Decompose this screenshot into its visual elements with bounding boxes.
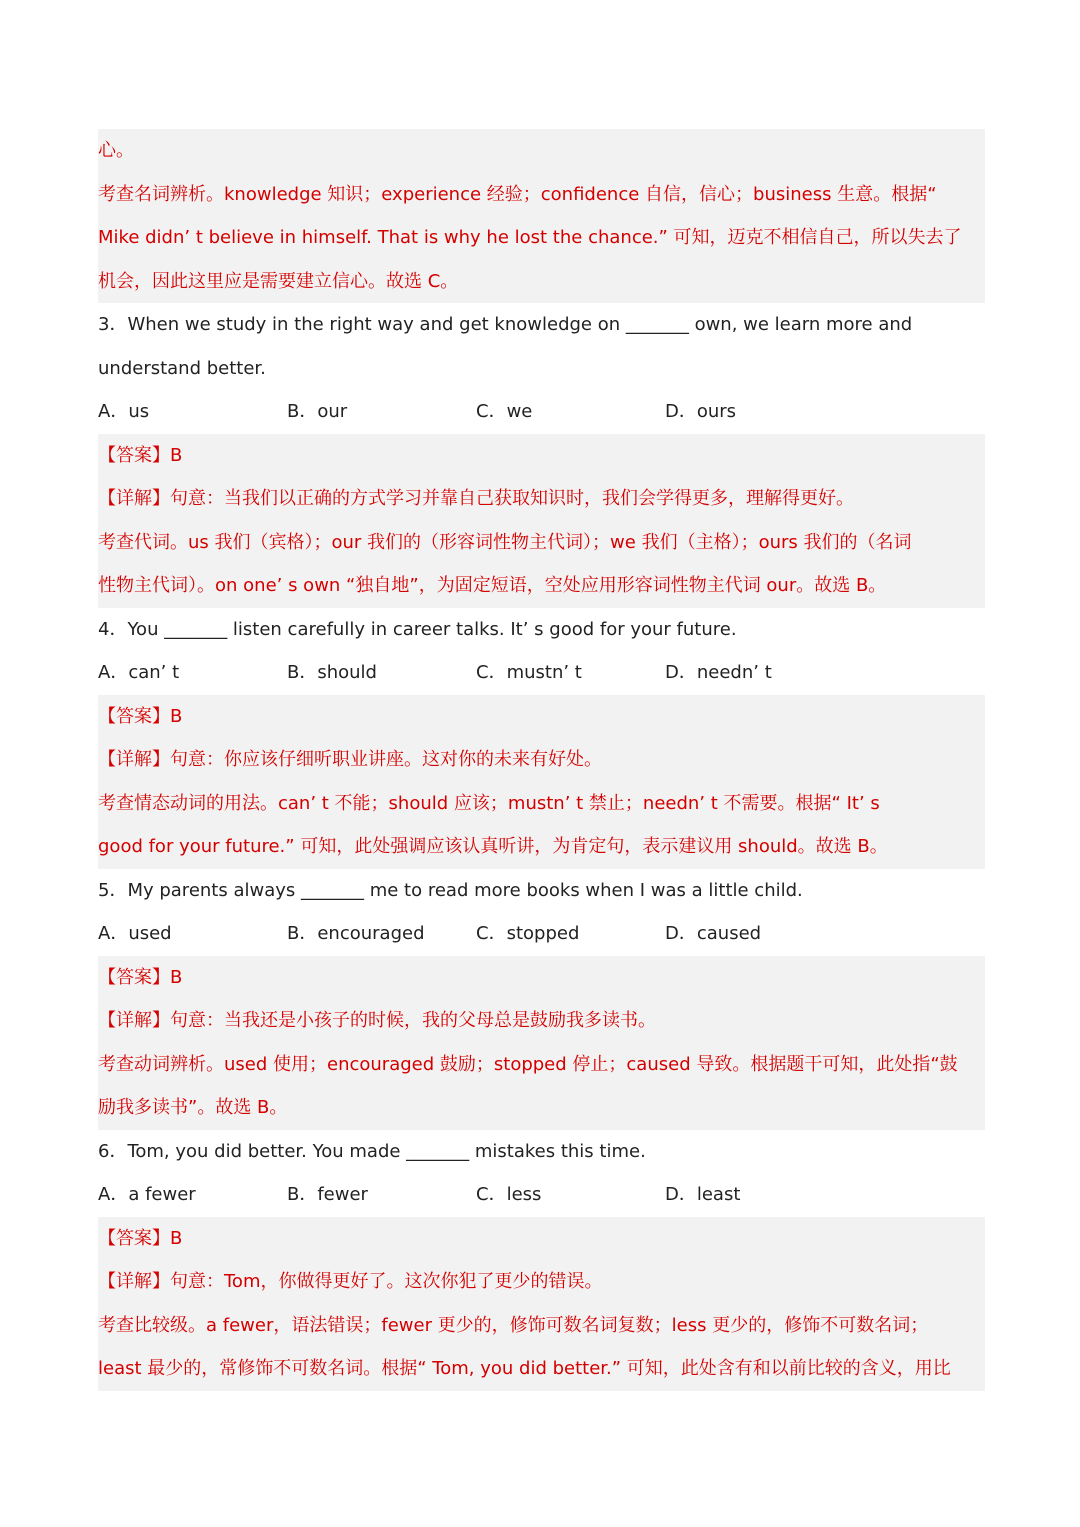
- option-d: D．caused: [665, 923, 762, 944]
- option-d: D．needn’ t: [665, 662, 772, 683]
- analysis-line: good for your future.” 可知，此处强调应该认真听讲，为肯定句，表示建议用 should。故选 B。: [98, 836, 888, 857]
- analysis-line: Mike didn’ t believe in himself. That is why he lost the chance.” 可知，迈克不相信自己，所以失去了: [98, 227, 962, 248]
- option-a: A．can’ t: [98, 662, 180, 683]
- analysis-line: 考查名词辨析。knowledge 知识；experience 经验；confidence 自信，信心；business 生意。根据“: [98, 183, 937, 205]
- option-c: C．less: [476, 1184, 542, 1205]
- option-a: A．a fewer: [98, 1184, 196, 1205]
- question-stem: 5．My parents always _______ me to read more books when I was a little child.: [98, 879, 803, 901]
- explanation-block: [98, 434, 985, 608]
- question-stem: 4．You _______ listen carefully in career talks. It’ s good for your future.: [98, 618, 737, 640]
- option-a: A．used: [98, 923, 172, 944]
- analysis-line: 性物主代词）。on one’ s own “独自地”，为固定短语，空处应用形容词性物主代词 our。故选 B。: [98, 575, 887, 596]
- option-b: B．fewer: [287, 1184, 368, 1205]
- answer-options: [98, 912, 985, 956]
- explanation-block: [98, 956, 985, 1130]
- explanation-block: [98, 1217, 985, 1391]
- detail-line: 【详解】句意：你应该仔细听职业讲座。这对你的未来有好处。: [98, 749, 602, 770]
- option-d: D．least: [665, 1184, 741, 1205]
- answer-line: 【答案】B: [98, 966, 183, 988]
- analysis-line: 机会，因此这里应是需要建立信心。故选 C。: [98, 270, 459, 292]
- answer-line: 【答案】B: [98, 705, 183, 727]
- detail-line: 【详解】句意：当我还是小孩子的时候，我的父母总是鼓励我多读书。: [98, 1010, 656, 1031]
- option-b: B．should: [287, 662, 377, 683]
- question-6: [98, 1130, 985, 1391]
- analysis-line: least 最少的，常修饰不可数名词。根据“ Tom, you did better.” 可知，此处含有和以前比较的含义，用比: [98, 1358, 951, 1379]
- question-3: [98, 303, 985, 608]
- detail-line: 【详解】句意：Tom，你做得更好了。这次你犯了更少的错误。: [98, 1271, 603, 1292]
- prev-explanation-block: [98, 129, 985, 303]
- answer-line: 【答案】B: [98, 1227, 183, 1249]
- option-a: A．us: [98, 401, 150, 422]
- answer-options: [98, 651, 985, 695]
- analysis-line: 励我多读书”。故选 B。: [98, 1097, 288, 1118]
- answer-options: [98, 390, 985, 434]
- option-d: D．ours: [665, 401, 737, 422]
- analysis-line: 考查情态动词的用法。can’ t 不能；should 应该；mustn’ t 禁止；needn’ t 不需要。根据“ It’ s: [98, 792, 880, 814]
- analysis-line: 考查代词。us 我们（宾格）；our 我们的（形容词性物主代词）；we 我们（主格）；ours 我们的（名词: [98, 531, 912, 553]
- option-c: C．we: [476, 401, 533, 422]
- explanation-block: [98, 695, 985, 869]
- option-b: B．our: [287, 401, 348, 422]
- analysis-line: 心。: [98, 140, 134, 161]
- question-stem: understand better.: [98, 357, 266, 379]
- page-content: [98, 129, 985, 1391]
- analysis-line: 考查比较级。a fewer，语法错误；fewer 更少的，修饰可数名词复数；less 更少的，修饰不可数名词；: [98, 1314, 929, 1336]
- option-c: C．mustn’ t: [476, 662, 582, 683]
- option-c: C．stopped: [476, 923, 580, 944]
- option-b: B．encouraged: [287, 923, 425, 944]
- question-4: [98, 608, 985, 869]
- question-stem: 6．Tom, you did better. You made _______ mistakes this time.: [98, 1140, 646, 1162]
- answer-options: [98, 1173, 985, 1217]
- question-5: [98, 869, 985, 1130]
- detail-line: 【详解】句意：当我们以正确的方式学习并靠自己获取知识时，我们会学得更多，理解得更好。: [98, 488, 854, 509]
- question-stem: 3．When we study in the right way and get knowledge on _______ own, we learn more and: [98, 314, 913, 335]
- answer-line: 【答案】B: [98, 444, 183, 466]
- analysis-line: 考查动词辨析。used 使用；encouraged 鼓励；stopped 停止；caused 导致。根据题干可知，此处指“鼓: [98, 1053, 958, 1075]
